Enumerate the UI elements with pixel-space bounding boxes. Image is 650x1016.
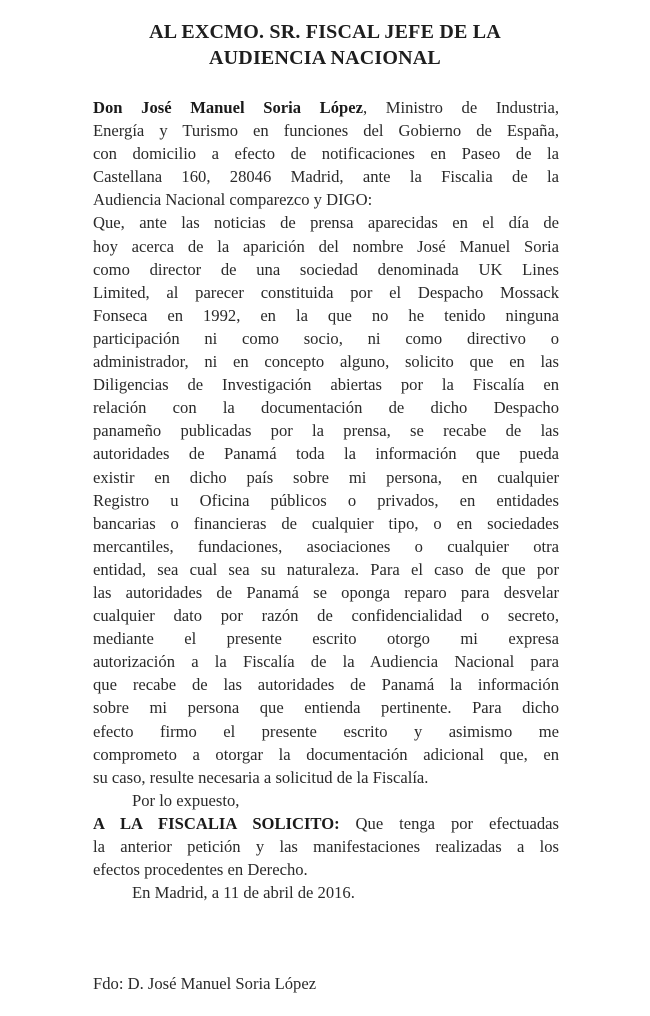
- text-line: [93, 720, 559, 743]
- text-line: [93, 188, 559, 211]
- text-line: [93, 512, 559, 535]
- text-line: [93, 419, 559, 442]
- line-text: participación ni como socio, ni como directivo o: [93, 328, 559, 348]
- line-text: autoridades de Panamá toda la información que pueda: [93, 444, 559, 464]
- line-text: que recabe de las autoridades de Panamá la información: [93, 675, 559, 695]
- text-line: [93, 558, 559, 581]
- text-line: [93, 466, 559, 489]
- text-line: [93, 304, 559, 327]
- line-text: como director de una sociedad denominada UK Lines: [93, 259, 559, 279]
- line-text: sobre mi persona que entienda pertinente. Para dicho: [93, 698, 559, 718]
- text-line: [93, 281, 559, 304]
- line-text: entidad, sea cual sea su naturaleza. Para el caso de que por: [93, 559, 559, 579]
- document-title-line-2: AUDIENCIA NACIONAL: [209, 47, 441, 69]
- line-text: , Ministro de Industria,: [362, 98, 559, 117]
- bold-text: A LA FISCALIA SOLICITO:: [93, 813, 340, 833]
- line-text: su caso, resulte necesaria a solicitud de la Fiscalía.: [93, 767, 429, 787]
- text-line: [93, 373, 559, 396]
- line-text: autorización a la Fiscalía de la Audiencia Nacional para: [93, 652, 559, 672]
- text-line: [93, 581, 559, 604]
- text-line: [93, 96, 559, 119]
- text-line: [93, 396, 559, 419]
- line-text: mediante el presente escrito otorgo mi expresa: [93, 629, 559, 649]
- text-line: [93, 627, 559, 650]
- line-text: administrador, ni en concepto alguno, solicito que en las: [93, 352, 559, 372]
- line-text: mercantiles, fundaciones, asociaciones o cualquier otra: [93, 536, 559, 556]
- line-text: Por lo expuesto,: [132, 790, 240, 810]
- line-text: bancarias o financieras de cualquier tipo, o en sociedades: [93, 513, 559, 533]
- text-line: [93, 835, 559, 858]
- line-text: hoy acerca de la aparición del nombre José Manuel Soria: [93, 236, 559, 256]
- line-text: efectos procedentes en Derecho.: [93, 860, 308, 880]
- signature-line: Fdo: D. José Manuel Soria López: [93, 974, 317, 993]
- line-text: Limited, al parecer constituida por el Despacho Mossack: [93, 282, 559, 302]
- line-text: Audiencia Nacional comparezco y DIGO:: [93, 190, 373, 210]
- line-text: las autoridades de Panamá se oponga reparo para desvelar: [93, 582, 559, 602]
- line-text: Diligencias de Investigación abiertas por la Fiscalía en: [93, 375, 559, 395]
- text-line: [93, 442, 559, 465]
- text-line: [93, 881, 559, 904]
- text-line: [93, 858, 559, 881]
- text-line: [93, 489, 559, 512]
- line-text: Que, ante las noticias de prensa aparecidas en el día de: [93, 213, 559, 233]
- bold-text: Don José Manuel Soria López: [93, 98, 363, 117]
- text-line: [93, 211, 559, 234]
- text-line: [93, 258, 559, 281]
- document-title-line-1: AL EXCMO. SR. FISCAL JEFE DE LA: [149, 21, 501, 43]
- line-text: relación con la documentación de dicho Despacho: [93, 398, 559, 418]
- line-text: con domicilio a efecto de notificaciones en Paseo de la: [93, 144, 559, 164]
- line-text: Que tenga por efectuadas: [339, 813, 559, 833]
- text-line: [93, 535, 559, 558]
- text-line: [93, 235, 559, 258]
- text-line: [93, 350, 559, 373]
- line-text: Fonseca en 1992, en la que no he tenido ninguna: [93, 305, 559, 325]
- text-line: [93, 142, 559, 165]
- text-line: [93, 696, 559, 719]
- line-text: panameño publicadas por la prensa, se recabe de las: [93, 421, 559, 441]
- line-text: En Madrid, a 11 de abril de 2016.: [132, 883, 355, 903]
- line-text: Energía y Turismo en funciones del Gobierno de España,: [93, 121, 559, 141]
- line-text: Castellana 160, 28046 Madrid, ante la Fiscalia de la: [93, 167, 559, 187]
- line-text: existir en dicho país sobre mi persona, en cualquier: [93, 467, 559, 487]
- text-line: [93, 673, 559, 696]
- text-line: [93, 812, 559, 835]
- text-line: [93, 119, 559, 142]
- text-line: [93, 165, 559, 188]
- line-text: la anterior petición y las manifestaciones realizadas a los: [93, 837, 559, 856]
- text-line: [93, 766, 559, 789]
- line-text: comprometo a otorgar la documentación adicional que, en: [93, 744, 559, 764]
- line-text: efecto firmo el presente escrito y asimismo me: [93, 721, 559, 741]
- line-text: cualquier dato por razón de confidencialidad o secreto,: [93, 606, 559, 626]
- text-line: [93, 789, 559, 812]
- text-line: [93, 650, 559, 673]
- document-body: [93, 96, 559, 904]
- text-line: [93, 743, 559, 766]
- text-line: [93, 604, 559, 627]
- text-line: [93, 327, 559, 350]
- line-text: Registro u Oficina públicos o privados, en entidades: [93, 490, 559, 510]
